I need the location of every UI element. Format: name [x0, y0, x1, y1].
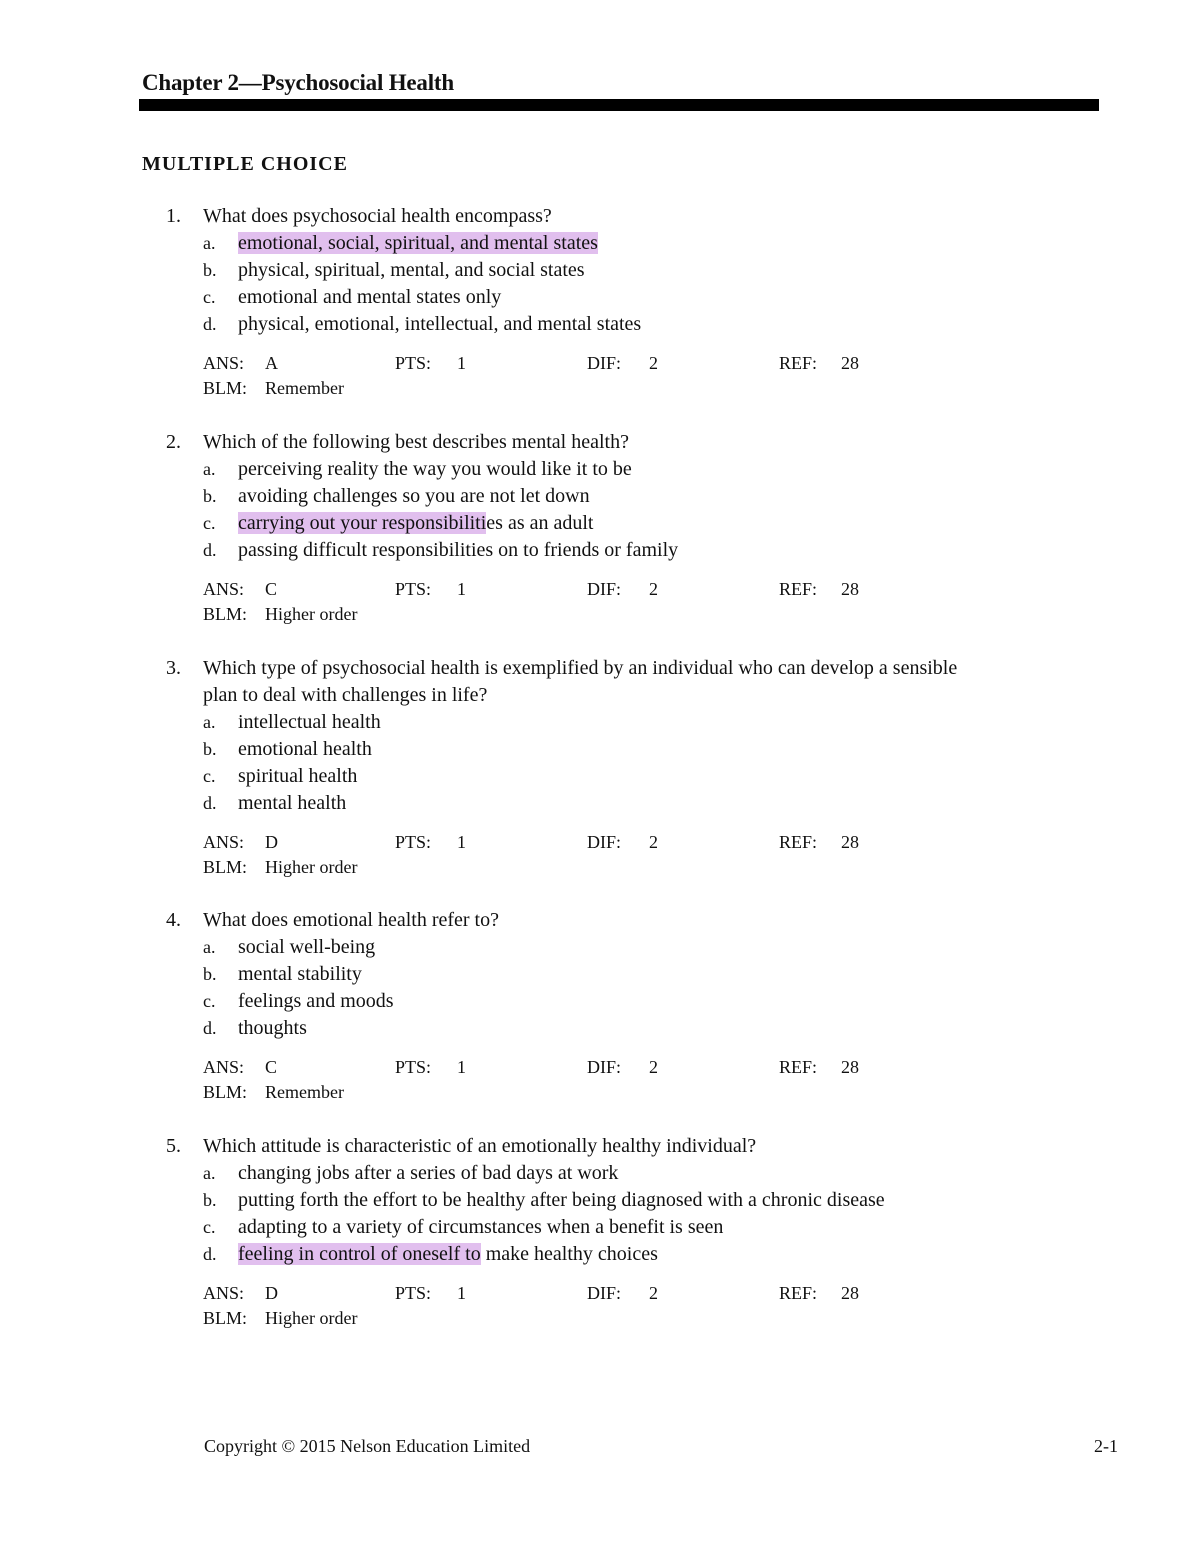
answer-metadata	[166, 351, 1106, 401]
option-text: perceiving reality the way you would like it to be	[238, 458, 632, 480]
answer-value: C	[265, 1057, 278, 1077]
answer-option	[166, 1015, 1106, 1042]
metadata-row	[203, 1055, 1106, 1080]
question-text	[166, 655, 1106, 682]
option-text: avoiding challenges so you are not let down	[238, 485, 590, 507]
answer-option	[166, 1241, 1106, 1268]
option-letter: d.	[203, 314, 217, 334]
blm-label: BLM:	[203, 378, 248, 398]
highlighted-answer-text: feeling in control of oneself to	[238, 1243, 481, 1265]
reference-label: REF:	[779, 579, 818, 599]
question-text	[166, 907, 1106, 934]
reference-label: REF:	[779, 1283, 818, 1303]
answer-option	[166, 284, 1106, 311]
question-text	[166, 682, 1106, 709]
answer-value: C	[265, 579, 278, 599]
blm-value: Higher order	[265, 857, 358, 877]
blm-label: BLM:	[203, 1308, 248, 1328]
difficulty-label: DIF:	[587, 832, 622, 852]
answer-options	[166, 1160, 1106, 1268]
question-text	[166, 203, 1106, 230]
title-rule	[139, 99, 1099, 111]
answer-metadata	[166, 1281, 1106, 1331]
answer-value: A	[265, 353, 278, 373]
answer-option	[166, 456, 1106, 483]
metadata-row	[203, 830, 1106, 855]
option-text: es as an adult	[486, 512, 594, 534]
answer-options	[166, 230, 1106, 338]
question-2	[166, 429, 1106, 627]
option-text: feelings and moods	[238, 990, 394, 1012]
answer-value: D	[265, 1283, 278, 1303]
option-letter: d.	[203, 1018, 217, 1038]
option-text: social well-being	[238, 936, 376, 958]
option-letter: b.	[203, 260, 217, 280]
question-5	[166, 1133, 1106, 1331]
option-text: intellectual health	[238, 711, 381, 733]
answer-option	[166, 763, 1106, 790]
option-letter: d.	[203, 1244, 217, 1264]
option-letter: c.	[203, 991, 216, 1011]
answer-option	[166, 709, 1106, 736]
reference-value: 28	[841, 1283, 859, 1303]
reference-value: 28	[841, 832, 859, 852]
reference-value: 28	[841, 353, 859, 373]
question-text-line: plan to deal with challenges in life?	[203, 684, 488, 706]
question-number: 2.	[166, 431, 181, 453]
metadata-row	[203, 1080, 1106, 1105]
blm-label: BLM:	[203, 604, 248, 624]
option-letter: b.	[203, 486, 217, 506]
points-label: PTS:	[395, 1057, 432, 1077]
metadata-row	[203, 1281, 1106, 1306]
option-letter: a.	[203, 459, 216, 479]
option-text: mental stability	[238, 963, 362, 985]
option-text: make healthy choices	[480, 1243, 658, 1265]
points-value: 1	[457, 579, 466, 599]
blm-label: BLM:	[203, 857, 248, 877]
points-label: PTS:	[395, 1283, 432, 1303]
answer-label: ANS:	[203, 1283, 245, 1303]
difficulty-label: DIF:	[587, 1057, 622, 1077]
answer-option	[166, 1160, 1106, 1187]
option-letter: c.	[203, 1217, 216, 1237]
reference-label: REF:	[779, 1057, 818, 1077]
blm-value: Higher order	[265, 1308, 358, 1328]
question-text	[166, 429, 1106, 456]
difficulty-label: DIF:	[587, 353, 622, 373]
footer-copyright: Copyright © 2015 Nelson Education Limited	[204, 1436, 531, 1456]
answer-option	[166, 510, 1106, 537]
option-letter: c.	[203, 766, 216, 786]
blm-value: Remember	[265, 378, 344, 398]
difficulty-value: 2	[649, 579, 658, 599]
answer-option	[166, 790, 1106, 817]
points-value: 1	[457, 353, 466, 373]
points-value: 1	[457, 1057, 466, 1077]
option-text: adapting to a variety of circumstances when a benefit is seen	[238, 1216, 724, 1238]
difficulty-value: 2	[649, 832, 658, 852]
answer-option	[166, 257, 1106, 284]
option-letter: c.	[203, 513, 216, 533]
metadata-row	[203, 1306, 1106, 1331]
answer-option	[166, 230, 1106, 257]
answer-label: ANS:	[203, 832, 245, 852]
option-text: thoughts	[238, 1017, 307, 1039]
blm-value: Higher order	[265, 604, 358, 624]
question-text-line: Which type of psychosocial health is exemplified by an individual who can develop a sensible	[203, 657, 958, 679]
option-text: physical, emotional, intellectual, and mental states	[238, 313, 642, 335]
points-label: PTS:	[395, 353, 432, 373]
metadata-row	[203, 855, 1106, 880]
option-text: changing jobs after a series of bad days at work	[238, 1162, 619, 1184]
answer-metadata	[166, 577, 1106, 627]
answer-option	[166, 311, 1106, 338]
question-text-line: What does psychosocial health encompass?	[203, 205, 552, 227]
footer-page-number: 2-1	[1094, 1436, 1118, 1456]
question-text	[166, 1133, 1106, 1160]
answer-option	[166, 537, 1106, 564]
blm-label: BLM:	[203, 1082, 248, 1102]
answer-metadata	[166, 830, 1106, 880]
difficulty-value: 2	[649, 1057, 658, 1077]
option-text: emotional and mental states only	[238, 286, 502, 308]
answer-option	[166, 483, 1106, 510]
difficulty-label: DIF:	[587, 1283, 622, 1303]
option-text: putting forth the effort to be healthy after being diagnosed with a chronic disease	[238, 1189, 885, 1211]
answer-metadata	[166, 1055, 1106, 1105]
answer-label: ANS:	[203, 1057, 245, 1077]
question-3	[166, 655, 1106, 880]
points-value: 1	[457, 1283, 466, 1303]
answer-label: ANS:	[203, 353, 245, 373]
option-letter: d.	[203, 540, 217, 560]
answer-option	[166, 736, 1106, 763]
highlighted-answer-text: emotional, social, spiritual, and mental states	[238, 232, 598, 254]
question-text-line: What does emotional health refer to?	[203, 909, 499, 931]
answer-option	[166, 988, 1106, 1015]
answer-value: D	[265, 832, 278, 852]
option-text: spiritual health	[238, 765, 358, 787]
metadata-row	[203, 602, 1106, 627]
answer-options	[166, 934, 1106, 1042]
option-text: emotional health	[238, 738, 372, 760]
option-letter: a.	[203, 712, 216, 732]
question-text-line: Which of the following best describes mental health?	[203, 431, 629, 453]
reference-value: 28	[841, 579, 859, 599]
difficulty-value: 2	[649, 1283, 658, 1303]
question-text-line: Which attitude is characteristic of an emotionally healthy individual?	[203, 1135, 757, 1157]
option-letter: a.	[203, 1163, 216, 1183]
metadata-row	[203, 376, 1106, 401]
answer-option	[166, 934, 1106, 961]
highlighted-answer-text: carrying out your responsibiliti	[238, 512, 487, 534]
metadata-row	[203, 351, 1106, 376]
blm-value: Remember	[265, 1082, 344, 1102]
reference-label: REF:	[779, 353, 818, 373]
reference-label: REF:	[779, 832, 818, 852]
question-number: 4.	[166, 909, 181, 931]
option-letter: a.	[203, 937, 216, 957]
question-1	[166, 203, 1106, 401]
question-number: 1.	[166, 205, 181, 227]
option-letter: b.	[203, 739, 217, 759]
question-number: 5.	[166, 1135, 181, 1157]
chapter-title: Chapter 2—Psychosocial Health	[142, 70, 454, 95]
option-text: physical, spiritual, mental, and social states	[238, 259, 585, 281]
answer-options	[166, 456, 1106, 564]
answer-label: ANS:	[203, 579, 245, 599]
metadata-row	[203, 577, 1106, 602]
points-value: 1	[457, 832, 466, 852]
option-text: mental health	[238, 792, 347, 814]
answer-options	[166, 709, 1106, 817]
difficulty-value: 2	[649, 353, 658, 373]
points-label: PTS:	[395, 579, 432, 599]
reference-value: 28	[841, 1057, 859, 1077]
answer-option	[166, 961, 1106, 988]
question-number: 3.	[166, 657, 181, 679]
difficulty-label: DIF:	[587, 579, 622, 599]
option-letter: b.	[203, 1190, 217, 1210]
option-letter: d.	[203, 793, 217, 813]
section-heading: MULTIPLE CHOICE	[142, 153, 348, 175]
points-label: PTS:	[395, 832, 432, 852]
question-4	[166, 907, 1106, 1105]
answer-option	[166, 1187, 1106, 1214]
option-text: passing difficult responsibilities on to friends or family	[238, 539, 679, 561]
answer-option	[166, 1214, 1106, 1241]
option-letter: a.	[203, 233, 216, 253]
option-letter: c.	[203, 287, 216, 307]
option-letter: b.	[203, 964, 217, 984]
